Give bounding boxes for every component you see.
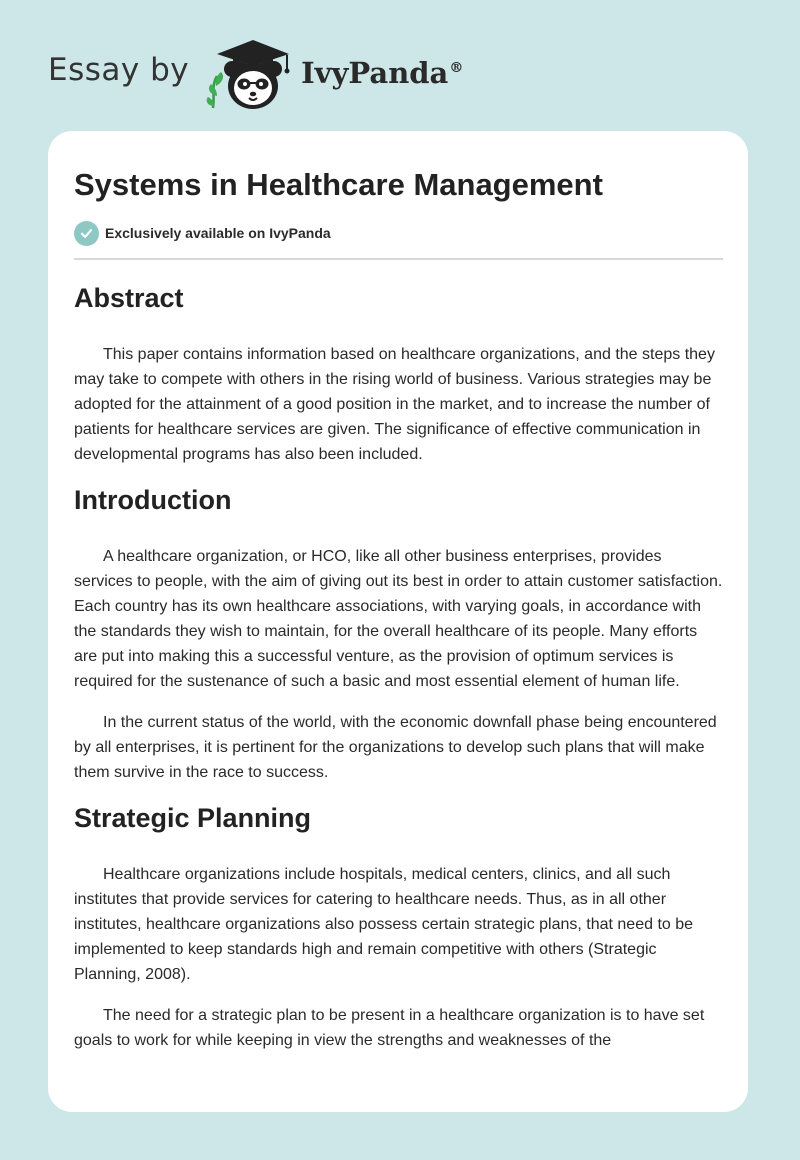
- section-heading: Introduction: [74, 485, 232, 515]
- paragraph: The need for a strategic plan to be present in a healthcare organization is to have set goals to work for while keeping in view the strengths and weaknesses of the: [74, 1007, 705, 1049]
- brand-name-text: IvyPanda: [301, 56, 449, 90]
- section-heading: Strategic Planning: [74, 803, 312, 833]
- section-abstract: [74, 280, 723, 467]
- panda-graduate-icon: [205, 36, 297, 112]
- section-introduction: [74, 482, 723, 785]
- essay-card: [48, 131, 748, 1112]
- exclusive-label: Exclusively available on IvyPanda: [105, 225, 331, 241]
- brand-name[interactable]: [301, 56, 463, 90]
- exclusive-notice: [74, 220, 723, 246]
- essay-by-label: Essay by: [48, 52, 190, 88]
- paragraph: Healthcare organizations include hospitals, medical centers, clinics, and all such institutes that provide services for catering to healthcare needs. Thus, as in all other institutes, healthcare organizations also possess certain strategic plans, that need to be implemented to keep standards high and remain competitive with others (Strategic Planning, 2008).: [74, 866, 694, 983]
- site-header: [48, 36, 463, 112]
- section-heading: Abstract: [74, 283, 184, 313]
- section-strategic-planning: [74, 800, 723, 1053]
- registered-mark: ®: [449, 60, 464, 77]
- essay-content: [74, 165, 723, 1053]
- paragraph: In the current status of the world, with the economic downfall phase being encountered by all enterprises, it is pertinent for the organizations to develop such plans that will make them survive in the race to success.: [74, 714, 717, 781]
- title-divider: [74, 258, 723, 260]
- paragraph: A healthcare organization, or HCO, like all other business enterprises, provides services to people, with the aim of giving out its best in order to attain customer satisfaction. Each country has its own healthcare associations, with varying goals, in accordance with the standards they wish to maintain, for the overall healthcare of its people. Many efforts are put into making this a successful venture, as the provision of optimum services is required for the sustenance of such a basic and most essential element of human life.: [74, 548, 723, 690]
- essay-title: Systems in Healthcare Management: [74, 167, 603, 202]
- check-circle-icon: [74, 221, 99, 246]
- paragraph: This paper contains information based on healthcare organizations, and the steps they may take to compete with others in the rising world of business. Various strategies may be adopted for the attainment of a good position in the market, and to increase the number of patients for healthcare services are given. The significance of effective communication in developmental programs has also been included.: [74, 346, 715, 463]
